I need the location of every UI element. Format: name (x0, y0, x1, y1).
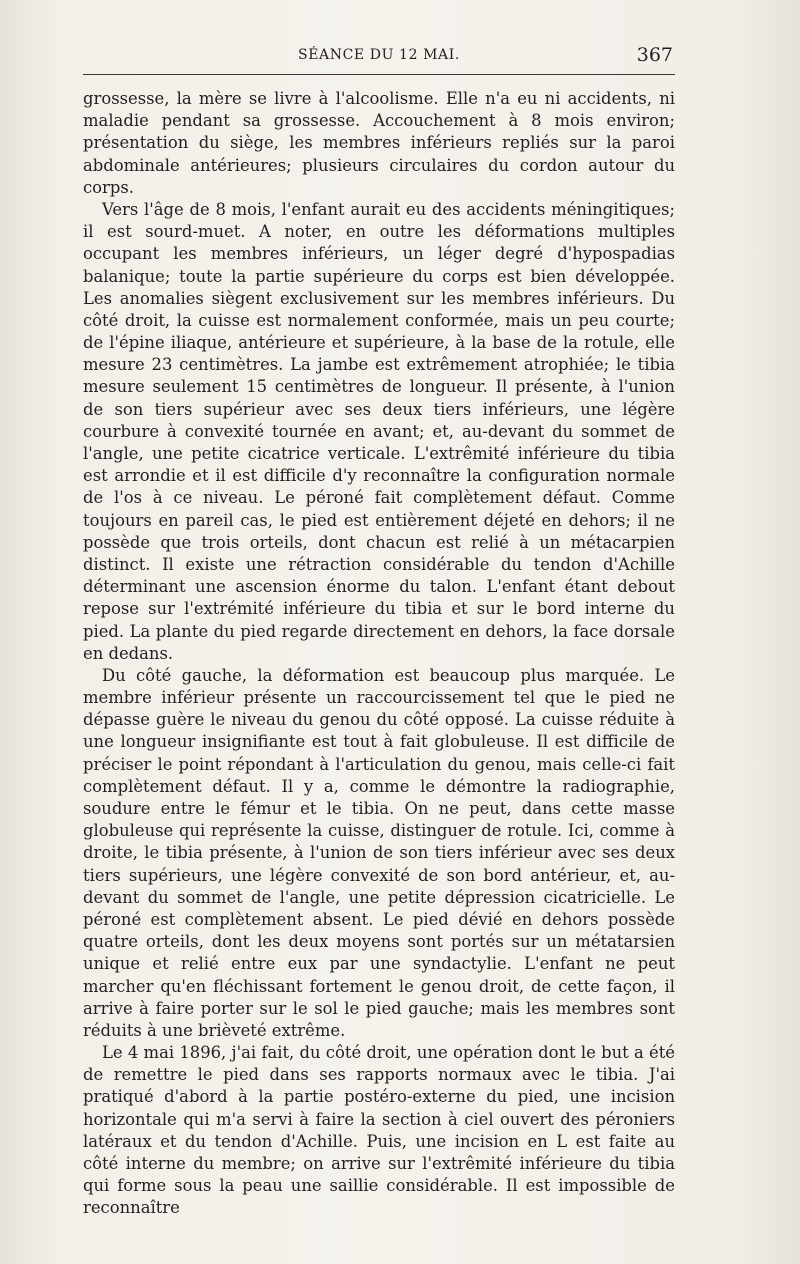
paragraph-3: Du côté gauche, la déformation est beaucoup plus marquée. Le membre inférieur présente un raccourcissement tel que le pied ne dépasse guère le niveau du genou du côté opposé. La cuisse réduite à une longueur insignifiante est tout à fait globuleuse. Il est difficile de préciser le point répondant à l'articulation du genou, mais celle-ci fait complètement défaut. Il y a, comme le démontre la radiographie, soudure entre le fémur et le tibia. On ne peut, dans cette masse globuleuse qui représente la cuisse, distinguer de rotule. Ici, comme à droite, le tibia présente, à l'union de son tiers inférieur avec ses deux tiers supérieurs, une légère convexité de son bord antérieur, et, au-devant du sommet de l'angle, une petite dépression cicatricielle. Le péroné est complètement absent. Le pied dévié en dehors possède quatre orteils, dont les deux moyens sont portés sur un métatarsien unique et relié entre eux par une syndactylie. L'enfant ne peut marcher qu'en fléchissant fortement le genou droit, de cette façon, il arrive à faire porter sur le sol le pied gauche; mais les membres sont réduits à une brièveté extrême. (83, 665, 675, 1040)
page-header (83, 42, 675, 70)
body-text (83, 88, 675, 1220)
paragraph-4: Le 4 mai 1896, j'ai fait, du côté droit, une opération dont le but a été de remettre le pied dans ses rapports normaux avec le tibia. J'ai pratiqué d'abord à la partie postéro-externe du pied, une incision horizontale qui m'a servi à faire la section à ciel ouvert des péroniers latéraux et du tendon d'Achille. Puis, une incision en L est faite au côté interne du membre; on arrive sur l'extrêmité inférieure du tibia qui forme sous la peau une saillie considérable. Il est impossible de reconnaître (83, 1043, 675, 1218)
header-rule (83, 74, 675, 75)
running-title: SÉANCE DU 12 MAI. (298, 47, 460, 63)
paragraph-2: Vers l'âge de 8 mois, l'enfant aurait eu des accidents méningitiques; il est sourd-muet. A noter, en outre les déformations multiples occupant les membres inférieurs, un léger degré d'hypospadias balanique; toute la partie supérieure du corps est bien développée. Les anomalies siègent exclusivement sur les membres inférieurs. Du côté droit, la cuisse est normalement conformée, mais un peu courte; de l'épine iliaque, antérieure et supérieure, à la base de la rotule, elle mesure 23 centimètres. La jambe est extrêmement atrophiée; le tibia mesure seulement 15 centimètres de longueur. Il présente, à l'union de son tiers supérieur avec ses deux tiers inférieurs, une légère courbure à convexité tournée en avant; et, au-devant du sommet de l'angle, une petite cicatrice verticale. L'extrêmité inférieure du tibia est arrondie et il est difficile d'y reconnaître la configuration normale de l'os à ce niveau. Le péroné fait complètement défaut. Comme toujours en pareil cas, le pied est entièrement déjeté en dehors; il ne possède que trois orteils, dont chacun est relié à un métacarpien distinct. Il existe une rétraction considérable du tendon d'Achille déterminant une ascension énorme du talon. L'enfant étant debout repose sur l'extrémité inférieure du tibia et sur le bord interne du pied. La plante du pied regarde directement en dehors, la face dorsale en dedans. (83, 199, 675, 663)
paragraph-1: grossesse, la mère se livre à l'alcoolisme. Elle n'a eu ni accidents, ni maladie pendant sa grossesse. Accouchement à 8 mois environ; présentation du siège, les membres inférieurs repliés sur la paroi abdominale antérieures; plusieurs circulaires du cordon autour du corps. (83, 89, 675, 197)
page-number: 367 (636, 44, 673, 66)
